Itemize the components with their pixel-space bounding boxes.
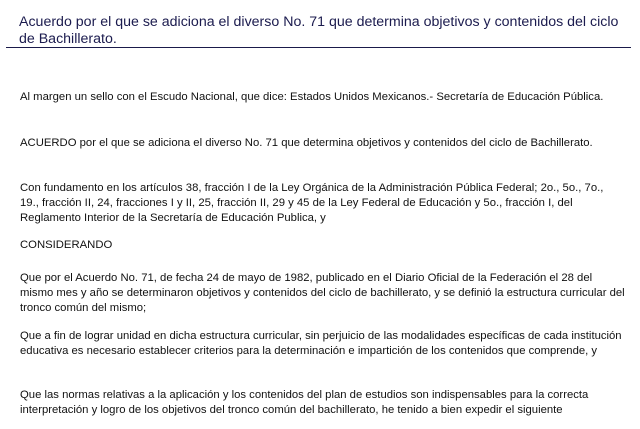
document-title: Acuerdo por el que se adiciona el diverso No. 71 que determina objetivos y contenidos del ciclo de Bachillerato. bbox=[6, 4, 631, 48]
heading-considerando: CONSIDERANDO bbox=[20, 239, 113, 251]
paragraph-considerando-3: Que las normas relativas a la aplicación y los contenidos del plan de estudios son indispensables para la correcta interpretación y logro de los objetivos del tronco común del bachillerato, he tenido a bien expedir el siguiente bbox=[20, 389, 589, 416]
paragraph-acuerdo: ACUERDO por el que se adiciona el diverso No. 71 que determina objetivos y contenidos del ciclo de Bachillerato. bbox=[20, 137, 593, 149]
paragraph-considerando-1: Que por el Acuerdo No. 71, de fecha 24 de mayo de 1982, publicado en el Diario Oficial de la Federación el 28 del mismo mes y año se determinaron objetivos y contenidos del ciclo de bachillerato, y se definió la estructura curricular del tronco común del mismo; bbox=[20, 272, 625, 314]
paragraph-fundamento: Con fundamento en los artículos 38, fracción I de la Ley Orgánica de la Administración Pública Federal; 2o., 5o., 7o., 19., fracción II, 24, fracciones I y II, 25, fracción II, 29 y 45 de la Ley Federal de Educación y 5o., fracción I, del Reglamento Interior de la Secretaría de Educación Publica, y bbox=[20, 182, 604, 224]
paragraph-considerando-2: Que a fin de lograr unidad en dicha estructura curricular, sin perjuicio de las modalidades específicas de cada institución educativa es necesario establecer criterios para la determinación e impartición de los contenidos que comprende, y bbox=[20, 330, 622, 357]
paragraph-seal: Al margen un sello con el Escudo Nacional, que dice: Estados Unidos Mexicanos.- Secretaría de Educación Pública. bbox=[20, 91, 604, 103]
